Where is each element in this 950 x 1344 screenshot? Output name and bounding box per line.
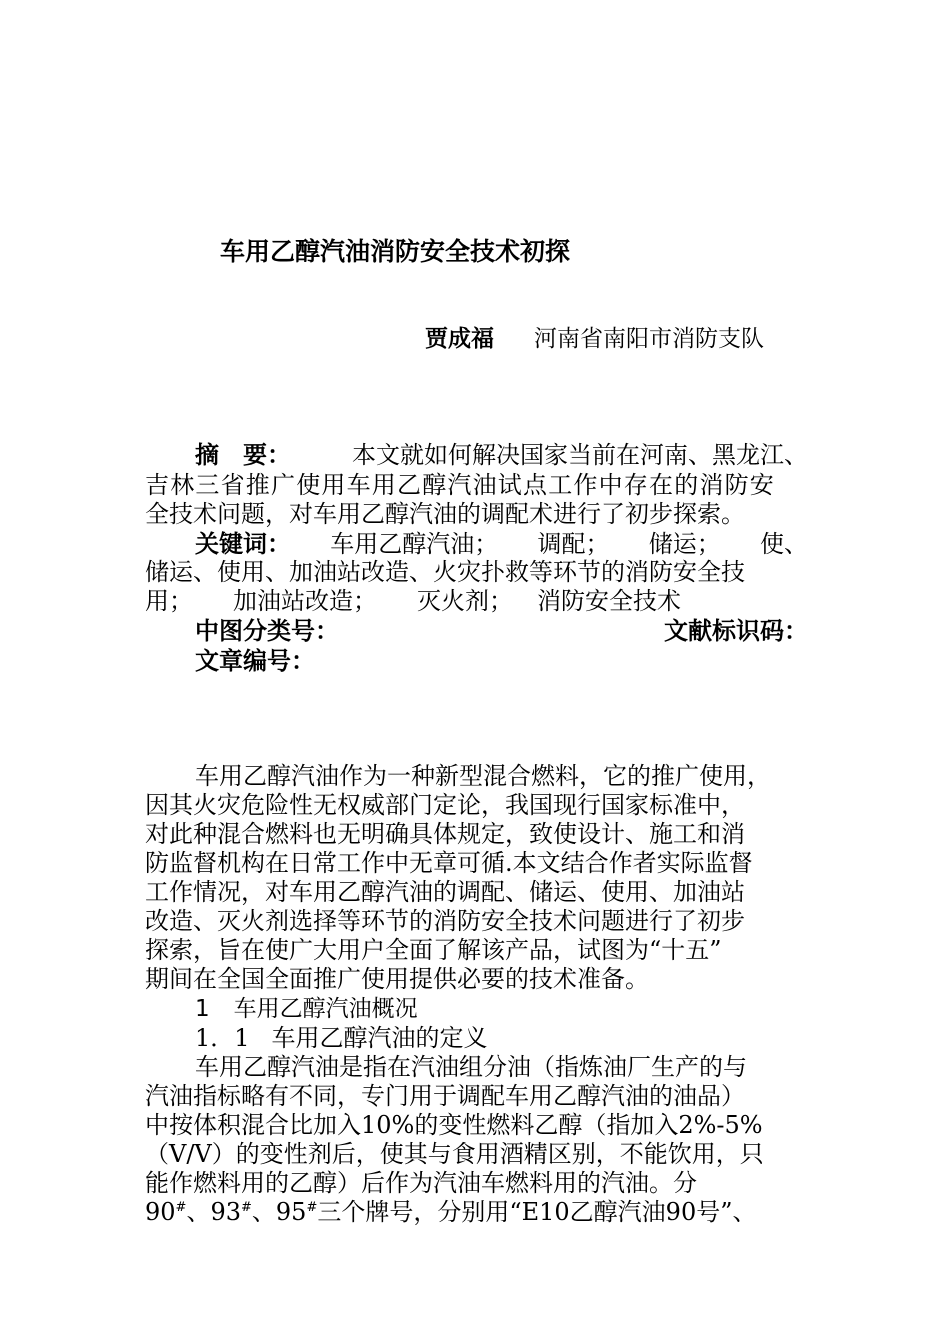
intro-line-4: 防监督机构在日常工作中无章可循.本文结合作者实际监督: [145, 849, 753, 877]
definition-line-5: 能作燃料用的乙醇）后作为汽油车燃料用的汽油。分: [145, 1169, 697, 1197]
keyword-line3-d: 消防安全技术: [537, 587, 681, 615]
keywords-line-3: [145, 586, 681, 616]
keyword-3: 储运；: [648, 530, 721, 558]
intro-line-7: 探索，旨在使广大用户全面了解该产品，试图为“十五”: [145, 936, 722, 964]
intro-line-1: 车用乙醇汽油作为一种新型混合燃料，它的推广使用，: [195, 762, 771, 790]
section-1-1-number: 1．1: [195, 1024, 250, 1052]
grade-93: 93: [210, 1198, 241, 1226]
keyword-4: 使、: [760, 530, 808, 558]
section-1-number: 1: [195, 996, 210, 1022]
keywords-line-2: 储运、使用、加油站改造、火灾扑救等环节的消防安全技: [145, 558, 745, 586]
definition-line-1: 车用乙醇汽油是指在汽油组分油（指炼油厂生产的与: [195, 1053, 747, 1081]
classification-row: [195, 616, 808, 646]
section-1-1-heading: [195, 1023, 488, 1053]
section-1-title: 车用乙醇汽油概况: [233, 996, 418, 1022]
article-no-label: 文章编号：: [195, 647, 315, 675]
keywords-label: 关键词：: [195, 530, 291, 558]
abstract-text-3: 全技术问题，对车用乙醇汽油的调配术进行了初步探索。: [145, 500, 745, 528]
clc-label: 中图分类号：: [195, 617, 339, 645]
intro-line-6: 改造、灭火剂选择等环节的消防安全技术问题进行了初步: [145, 907, 745, 935]
definition-line-3: 中按体积混合比加入10%的变性燃料乙醇（指加入2%-5%: [145, 1111, 763, 1139]
intro-line-3: 对此种混合燃料也无明确具体规定，致使设计、施工和消: [145, 820, 745, 848]
keyword-line3-c: 灭火剂；: [417, 587, 513, 615]
abstract-text-1: 本文就如何解决国家当前在河南、黑龙江、: [352, 441, 808, 469]
keyword-2: 调配；: [537, 530, 610, 558]
document-title: 车用乙醇汽油消防安全技术初探: [220, 237, 571, 266]
grade-sep-2: 、: [251, 1198, 276, 1226]
section-1-heading: [195, 994, 418, 1024]
abstract-line-1: [195, 440, 808, 470]
intro-line-5: 工作情况，对车用乙醇汽油的调配、储运、使用、加油站: [145, 878, 745, 906]
author-affiliation: 河南省南阳市消防支队: [534, 326, 764, 352]
doc-code-label: 文献标识码：: [664, 617, 808, 645]
definition-line-2: 汽油指标略有不同，专门用于调配车用乙醇汽油的油品）: [145, 1082, 745, 1110]
author-name: 贾成福: [425, 326, 494, 352]
keyword-line3-a: 用；: [145, 587, 193, 615]
byline: [425, 320, 764, 353]
grades-line: [145, 1197, 757, 1227]
abstract-label: 摘 要：: [195, 441, 291, 469]
keyword-1: 车用乙醇汽油；: [330, 530, 499, 558]
grade-sep-1: 、: [186, 1198, 211, 1226]
section-1-1-title: 车用乙醇汽油的定义: [271, 1024, 488, 1052]
keywords-line-1: [195, 529, 808, 559]
grade-mark-3: #: [306, 1200, 318, 1215]
grade-mark-1: #: [175, 1200, 187, 1215]
intro-line-2: 因其火灾危险性无权威部门定论，我国现行国家标准中，: [145, 791, 745, 819]
grade-95: 95: [275, 1198, 307, 1226]
abstract-text-2: 吉林三省推广使用车用乙醇汽油试点工作中存在的消防安: [145, 471, 775, 499]
grade-90: 90: [145, 1198, 176, 1226]
intro-line-8: 期间在全国全面推广使用提供必要的技术准备。: [145, 965, 649, 993]
grade-mark-2: #: [241, 1200, 252, 1215]
grades-rest: 三个牌号，分别用“E10乙醇汽油90号”、: [317, 1198, 757, 1226]
keyword-line3-b: 加油站改造；: [233, 587, 377, 615]
definition-line-4: （V/V）的变性剂后，使其与食用酒精区别，不能饮用，只: [145, 1140, 764, 1168]
